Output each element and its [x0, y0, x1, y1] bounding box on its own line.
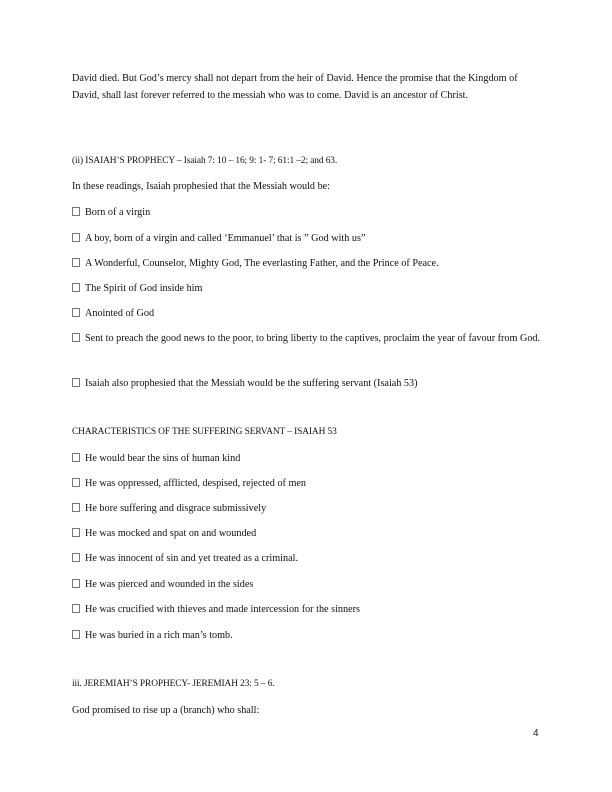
isaiah-item-6	[72, 330, 544, 347]
bullet-box-icon	[72, 283, 80, 292]
jeremiah-heading: iii. JEREMIAH’S PROPHECY- JEREMIAH 23: 5 – 6.	[72, 679, 275, 689]
intro-paragraph: David died. But God’s mercy shall not depart from the heir of David. Hence the promise that the Kingdom of David, shall last forever referred to the messiah who was to come. David is an ancestor of Christ.	[72, 73, 518, 101]
isaiah-item-text: Isaiah also prophesied that the Messiah would be the suffering servant (Isaiah 53)	[85, 378, 418, 389]
isaiah-item-3	[72, 255, 544, 272]
isaiah-item-text: The Spirit of God inside him	[85, 283, 203, 294]
servant-item-text: He was mocked and spat on and wounded	[85, 528, 257, 539]
isaiah-item-text: Anointed of God	[85, 308, 155, 319]
servant-item-8	[72, 627, 544, 644]
servant-item-text: He would bear the sins of human kind	[85, 453, 241, 464]
bullet-box-icon	[72, 233, 80, 242]
isaiah-lead: In these readings, Isaiah prophesied that the Messiah would be:	[72, 181, 331, 192]
isaiah-heading: (ii) ISAIAH’S PROPHECY – Isaiah 7: 10 – 16; 9: 1- 7; 61:1 –2; and 63.	[72, 156, 338, 166]
servant-item-text: He was pierced and wounded in the sides	[85, 579, 254, 590]
servant-item-5	[72, 550, 544, 567]
isaiah-item-5	[72, 305, 544, 322]
bullet-box-icon	[72, 258, 80, 267]
bullet-box-icon	[72, 308, 80, 317]
bullet-box-icon	[72, 553, 80, 562]
bullet-box-icon	[72, 207, 80, 216]
isaiah-item-7	[72, 375, 544, 392]
servant-item-3	[72, 500, 544, 517]
page-number: 4	[533, 728, 539, 739]
servant-item-text: He was innocent of sin and yet treated as a criminal.	[85, 553, 299, 564]
bullet-box-icon	[72, 453, 80, 462]
servant-item-text: He was crucified with thieves and made intercession for the sinners	[85, 604, 360, 615]
servant-item-7	[72, 601, 544, 618]
servant-item-2	[72, 475, 544, 492]
bullet-box-icon	[72, 604, 80, 613]
bullet-box-icon	[72, 528, 80, 537]
isaiah-item-text: Sent to preach the good news to the poor, to bring liberty to the captives, proclaim the year of favour from God.	[85, 333, 541, 344]
bullet-box-icon	[72, 333, 80, 342]
jeremiah-lead: God promised to rise up a (branch) who shall:	[72, 705, 260, 716]
isaiah-item-text: A Wonderful, Counselor, Mighty God, The everlasting Father, and the Prince of Peace.	[85, 258, 439, 269]
servant-item-4	[72, 525, 544, 542]
isaiah-item-text: Born of a virgin	[85, 207, 151, 218]
servant-item-text: He bore suffering and disgrace submissively	[85, 503, 267, 514]
servant-item-text: He was oppressed, afflicted, despised, rejected of men	[85, 478, 307, 489]
bullet-box-icon	[72, 579, 80, 588]
servant-heading: CHARACTERISTICS OF THE SUFFERING SERVANT – ISAIAH 53	[72, 427, 337, 437]
isaiah-item-2	[72, 230, 544, 247]
isaiah-item-1	[72, 204, 544, 221]
bullet-box-icon	[72, 630, 80, 639]
bullet-box-icon	[72, 378, 80, 387]
isaiah-item-4	[72, 280, 544, 297]
servant-item-6	[72, 576, 544, 593]
servant-item-text: He was buried in a rich man’s tomb.	[85, 630, 233, 641]
servant-item-1	[72, 450, 544, 467]
bullet-box-icon	[72, 503, 80, 512]
isaiah-item-text: A boy, born of a virgin and called ‘Emmanuel’ that is ” God with us”	[85, 233, 366, 244]
bullet-box-icon	[72, 478, 80, 487]
